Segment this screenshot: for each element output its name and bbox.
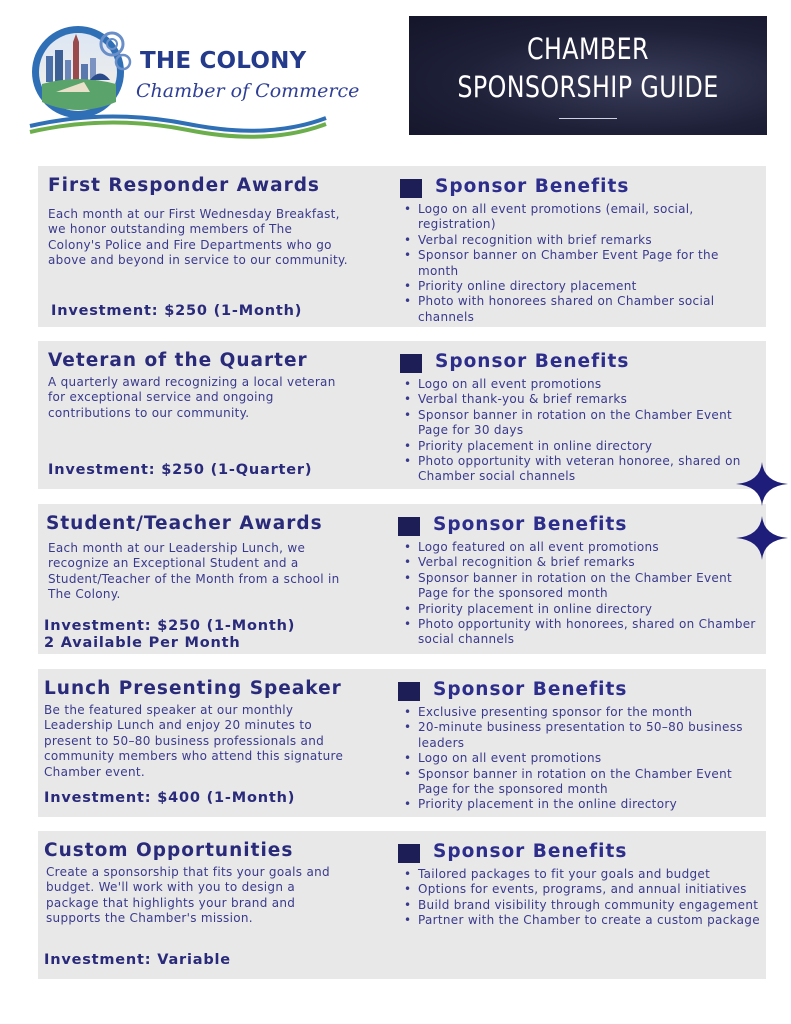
section-title: Custom Opportunities: [44, 840, 294, 861]
section-description: Create a sponsorship that fits your goals and budget. We'll work with you to design a package that highlights your brand and supports the Chamber's mission.: [46, 865, 330, 926]
benefits-list: [402, 867, 762, 929]
benefit-item: • Photo opportunity with veteran honoree, shared on Chamber social channels: [402, 454, 762, 485]
benefit-item: • Logo on all event promotions: [402, 751, 762, 766]
section-investment-availability: 2 Available Per Month: [44, 635, 241, 651]
benefits-list: [402, 540, 762, 648]
section-title: First Responder Awards: [48, 175, 320, 196]
section-veteran-quarter: [38, 341, 766, 489]
header-title-line2: SPONSORSHIP GUIDE: [457, 70, 719, 104]
section-lunch-speaker: [38, 669, 766, 817]
benefit-item: • Sponsor banner in rotation on the Chamber Event Page for the sponsored month: [402, 767, 762, 798]
section-investment: Investment: $400 (1-Month): [44, 790, 296, 806]
benefit-item: • Verbal recognition & brief remarks: [402, 555, 762, 570]
benefit-item: • Sponsor banner in rotation on the Chamber Event Page for 30 days: [402, 408, 762, 439]
benefits-list: [402, 705, 762, 813]
section-title: Lunch Presenting Speaker: [44, 678, 342, 699]
benefits-square-icon: [398, 844, 420, 863]
benefit-item: • Priority online directory placement: [402, 279, 762, 294]
header-title-line1: CHAMBER: [526, 32, 650, 66]
section-investment: Investment: $250 (1-Quarter): [48, 462, 313, 478]
benefits-title: Sponsor Benefits: [435, 351, 630, 372]
benefit-item: • Verbal recognition with brief remarks: [402, 233, 762, 248]
section-description: Be the featured speaker at our monthly Leadership Lunch and enjoy 20 minutes to present to 50–80 business professionals and community members who attend this signature Chamber event.: [44, 703, 344, 779]
benefit-item: • Photo opportunity with honorees, shared on Chamber social channels: [402, 617, 762, 648]
benefit-item: • Exclusive presenting sponsor for the month: [402, 705, 762, 720]
section-description: Each month at our First Wednesday Breakfast, we honor outstanding members of The Colony's Police and Fire Departments who go above and beyond in service to our community.: [48, 207, 348, 268]
benefits-title: Sponsor Benefits: [435, 176, 630, 197]
benefit-item: • Partner with the Chamber to create a custom package: [402, 913, 762, 928]
benefits-list: [402, 202, 762, 325]
section-investment: Investment: $250 (1-Month): [51, 303, 303, 319]
section-description: A quarterly award recognizing a local veteran for exceptional service and ongoing contributions to our community.: [48, 375, 336, 420]
benefit-item: • Verbal thank-you & brief remarks: [402, 392, 762, 407]
header-banner: [409, 16, 767, 135]
section-investment: Investment: $250 (1-Month): [44, 618, 296, 634]
benefit-item: • Logo featured on all event promotions: [402, 540, 762, 555]
benefits-square-icon: [400, 354, 422, 373]
section-investment: Investment: Variable: [44, 952, 231, 968]
header-divider: [559, 118, 617, 119]
logo-title: THE COLONY: [140, 48, 307, 74]
benefits-square-icon: [398, 517, 420, 536]
sparkle-star-icon: [732, 460, 790, 564]
logo-subtitle: Chamber of Commerce: [136, 80, 360, 102]
benefits-list: [402, 377, 762, 485]
benefits-title: Sponsor Benefits: [433, 514, 628, 535]
benefit-item: • Priority placement in online directory: [402, 439, 762, 454]
benefit-item: • Logo on all event promotions (email, social, registration): [402, 202, 762, 233]
section-title: Veteran of the Quarter: [48, 350, 308, 371]
benefits-square-icon: [400, 179, 422, 198]
section-description: Each month at our Leadership Lunch, we recognize an Exceptional Student and a Student/Teacher of the Month from a school in The Colony.: [48, 541, 340, 602]
benefits-square-icon: [398, 682, 420, 701]
benefits-title: Sponsor Benefits: [433, 679, 628, 700]
benefit-item: • Tailored packages to fit your goals and budget: [402, 867, 762, 882]
benefit-item: • Sponsor banner in rotation on the Chamber Event Page for the sponsored month: [402, 571, 762, 602]
benefit-item: • Build brand visibility through community engagement: [402, 898, 762, 913]
chamber-logo: [28, 22, 360, 142]
wave-swoosh-icon: [28, 104, 328, 140]
benefit-item: • Photo with honorees shared on Chamber social channels: [402, 294, 762, 325]
benefit-item: • Priority placement in the online directory: [402, 797, 762, 812]
section-title: Student/Teacher Awards: [46, 513, 323, 534]
section-student-teacher: [38, 504, 766, 654]
section-first-responder: [38, 166, 766, 327]
benefit-item: • Priority placement in online directory: [402, 602, 762, 617]
benefit-item: • 20-minute business presentation to 50–80 business leaders: [402, 720, 762, 751]
benefit-item: • Sponsor banner on Chamber Event Page for the month: [402, 248, 762, 279]
benefit-item: • Options for events, programs, and annual initiatives: [402, 882, 762, 897]
benefits-title: Sponsor Benefits: [433, 841, 628, 862]
benefit-item: • Logo on all event promotions: [402, 377, 762, 392]
section-custom-opportunities: [38, 831, 766, 979]
